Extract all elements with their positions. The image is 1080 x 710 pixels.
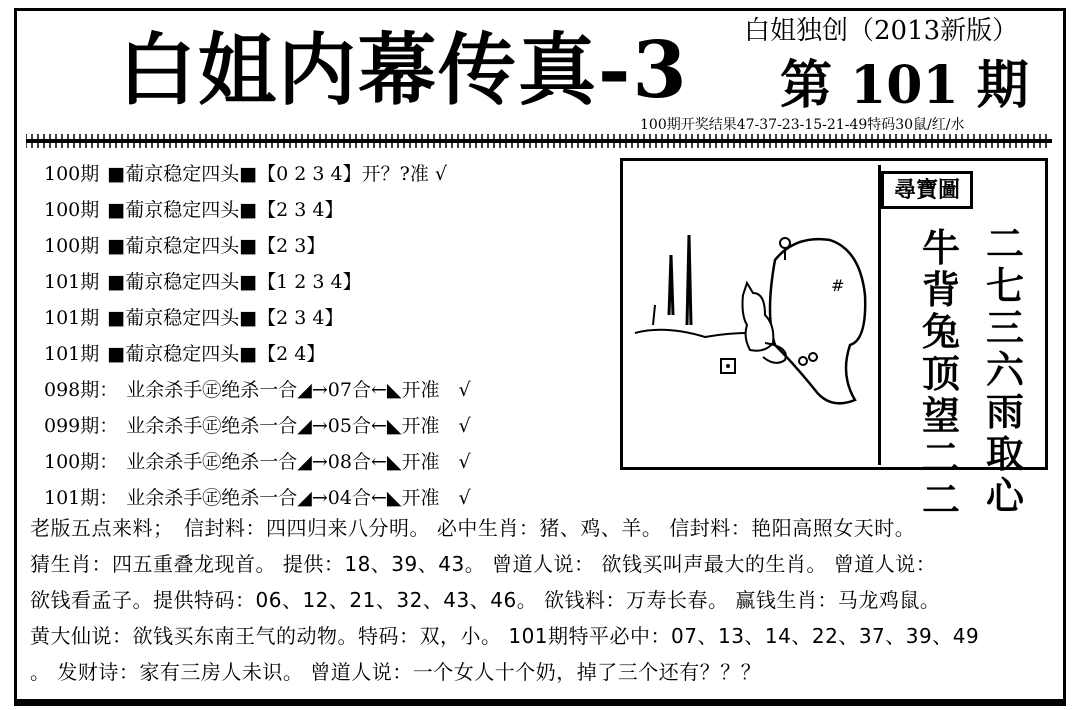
tips-line: 猜生肖：四五重叠龙现首。 提供：18、39、43。 曾道人说： 欲钱买叫声最大的生肖。 曾道人说： (30, 552, 937, 576)
tips-line: 。 发财诗：家有三房人未识。 曾道人说：一个女人十个奶，掉了三个还有？？？ (30, 660, 762, 684)
treasure-illustration (625, 165, 877, 465)
page-title: 白姐内幕传真-3 (118, 25, 689, 116)
issue-number: 第 101 期 (780, 55, 1029, 116)
list-item: 100期 ■葡京稳定四头■【2 3】 (44, 235, 326, 257)
list-item: 100期： 业余杀手㊣绝杀一合◢→08合←◣开准 √ (44, 451, 471, 473)
list-item: 100期 ■葡京稳定四头■【0 2 3 4】开？?准 √ (44, 163, 447, 185)
tips-line: 黄大仙说：欲钱买东南王气的动物。特码：双，小。 101期特平必中：07、13、14、22、37、39、49 (30, 624, 980, 648)
list-item: 098期： 业余杀手㊣绝杀一合◢→07合←◣开准 √ (44, 379, 471, 401)
list-item: 100期 ■葡京稳定四头■【2 3 4】 (44, 199, 344, 221)
divider (878, 165, 881, 465)
tips-text (30, 510, 1060, 690)
list-item: 099期： 业余杀手㊣绝杀一合◢→05合←◣开准 √ (44, 415, 471, 437)
bottom-border (14, 700, 1066, 706)
list-item: 101期 ■葡京稳定四头■【2 4】 (44, 343, 326, 365)
riddle-column-right: 二 七 三 六 雨 取 心 (985, 221, 1024, 518)
tips-line: 老版五点来料； 信封料：四四归来八分明。 必中生肖：猪、鸡、羊。 信封料：艳阳高照女天时。 (30, 516, 916, 540)
header-ruler (26, 134, 1052, 148)
edition-label: 白姐独创（2013新版） (744, 16, 1019, 46)
treasure-map-box (620, 158, 1048, 522)
treasure-map-badge: 尋寶圖 (881, 171, 973, 209)
list-item: 101期 ■葡京稳定四头■【2 3 4】 (44, 307, 344, 329)
list-item: 101期 ■葡京稳定四头■【1 2 3 4】 (44, 271, 362, 293)
tips-line: 欲钱看孟子。提供特码：06、12、21、32、43、46。 欲钱料：万寿长春。 赢钱生肖：马龙鸡鼠。 (30, 588, 941, 612)
list-item: 101期： 业余杀手㊣绝杀一合◢→04合←◣开准 √ (44, 487, 471, 509)
svg-text:#: # (831, 276, 845, 295)
forecast-list (44, 156, 471, 516)
last-result: 100期开奖结果47-37-23-15-21-49特码30鼠/红/水 (640, 117, 965, 133)
riddle-column-left: 牛 背 兔 顶 望 二 二 (921, 225, 960, 522)
